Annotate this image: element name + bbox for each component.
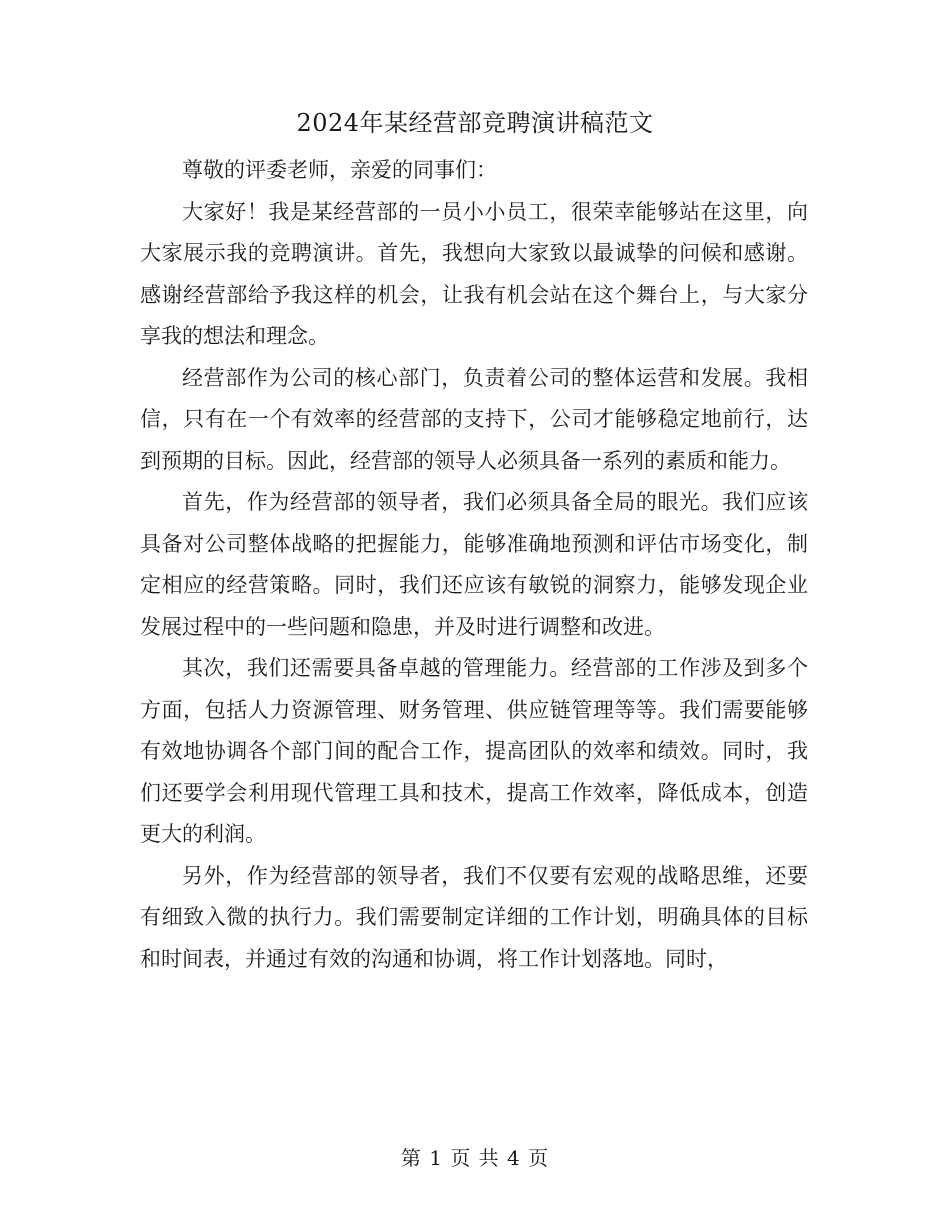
page-number-footer: 第 1 页 共 4 页: [400, 1146, 550, 1170]
body-paragraph: 大家好！我是某经营部的一员小小员工，很荣幸能够站在这里，向大家展示我的竞聘演讲。首先，我想向大家致以最诚挚的问候和感谢。感谢经营部给予我这样的机会，让我有机会站在这个舞台上，与大家分享我的想法和理念。: [140, 199, 808, 348]
body-paragraph: 另外，作为经营部的领导者，我们不仅要有宏观的战略思维，还要有细致入微的执行力。我们需要制定详细的工作计划，明确具体的目标和时间表，并通过有效的沟通和协调，将工作计划落地。同时，: [140, 863, 808, 971]
document-title: 2024年某经营部竞聘演讲稿范文: [296, 109, 654, 137]
body-paragraph: 其次，我们还需要具备卓越的管理能力。经营部的工作涉及到多个方面，包括人力资源管理、财务管理、供应链管理等等。我们需要能够有效地协调各个部门间的配合工作，提高团队的效率和绩效。同时，我们还要学会利用现代管理工具和技术，提高工作效率，降低成本，创造更大的利润。: [140, 656, 808, 846]
body-paragraph: 经营部作为公司的核心部门，负责着公司的整体运营和发展。我相信，只有在一个有效率的经营部的支持下，公司才能够稳定地前行，达到预期的目标。因此，经营部的领导人必须具备一系列的素质和能力。: [140, 365, 808, 473]
salutation-paragraph: 尊敬的评委老师，亲爱的同事们：: [182, 158, 497, 182]
body-paragraph: 首先，作为经营部的领导者，我们必须具备全局的眼光。我们应该具备对公司整体战略的把握能力，能够准确地预测和评估市场变化，制定相应的经营策略。同时，我们还应该有敏锐的洞察力，能够发现企业发展过程中的一些问题和隐患，并及时进行调整和改进。: [140, 490, 808, 639]
document-body: [140, 150, 808, 980]
